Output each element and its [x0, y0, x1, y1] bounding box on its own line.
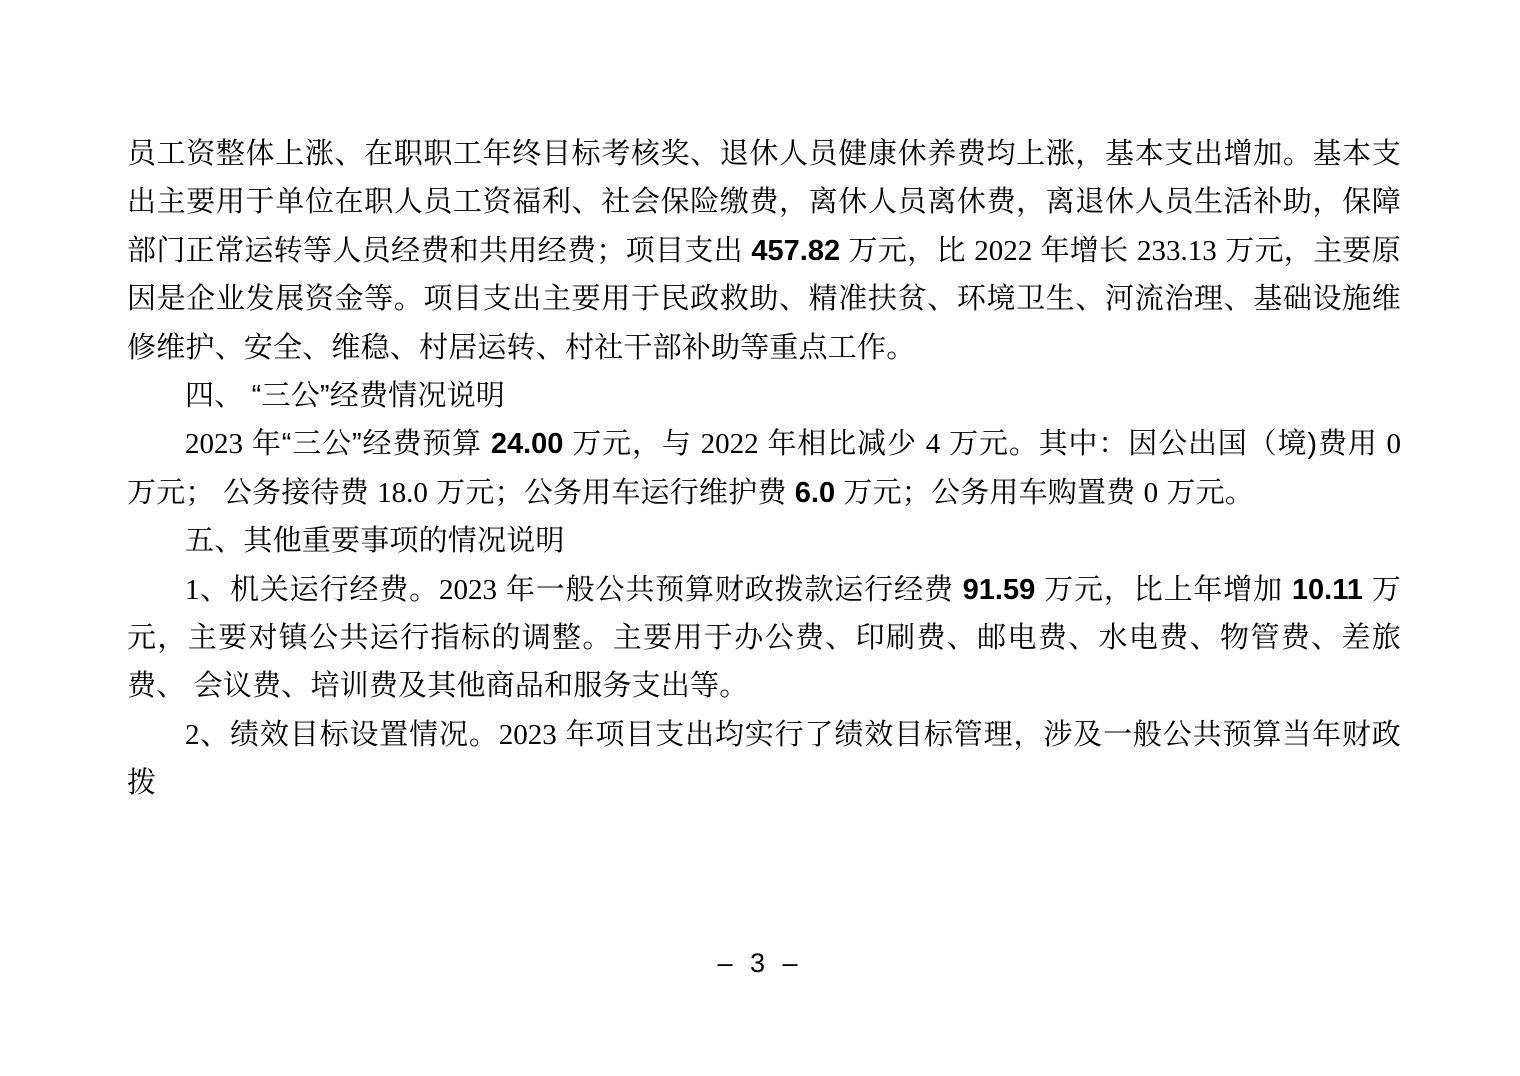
number-run: 2023 — [185, 428, 243, 461]
number-run: 1 — [185, 573, 200, 606]
text-run: 万元，与 — [563, 428, 701, 461]
text-run: 万元； 公务接待费 — [127, 476, 378, 509]
text-run: 万元，主要原因是企业发展资金等。项目支出主要用于民政救助、精准扶贫、环境卫生、河流治理、基础设施维修维护、安全、维稳、村居运转、村社干部补助等重点工作。 — [127, 234, 1401, 364]
heading-three-public-expenses — [127, 372, 1401, 420]
text-run: 万元；公务用车运行维护费 — [427, 476, 795, 509]
text-run: 万元。 — [1158, 476, 1254, 509]
text-run: 、绩效目标设置情况。 — [199, 718, 499, 751]
para-agency-operating-funds — [127, 566, 1401, 711]
text-run: 万元，比 — [840, 234, 975, 267]
number-run: 2 — [185, 718, 200, 751]
number-run: 2023 — [439, 573, 497, 606]
number-run: 2022 — [974, 234, 1033, 267]
number-run: 2023 — [498, 718, 557, 751]
number-run: 18.0 — [377, 476, 428, 509]
number-run: 0 — [1143, 476, 1159, 509]
text-run: 、机关运行经费。 — [199, 573, 439, 606]
text-run: 万元，比上年增加 — [1035, 573, 1292, 606]
text-run: 年增长 — [1032, 234, 1137, 267]
number-run: 91.59 — [962, 573, 1036, 606]
document-body — [127, 130, 1401, 808]
text-run: 年相比减少 — [758, 428, 926, 461]
number-run: 457.82 — [751, 234, 841, 267]
text-run: 万元。其中：因公出国（境)费用 — [940, 428, 1387, 461]
para-three-public-expenses — [127, 420, 1401, 517]
text-run: 四、 “三公”经费情况说明 — [185, 380, 505, 413]
page-number: – 3 – — [717, 948, 803, 978]
number-run: 4 — [925, 428, 941, 461]
text-run: 年一般公共预算财政拨款运行经费 — [497, 573, 963, 606]
number-run: 24.00 — [490, 428, 564, 461]
para-performance-targets — [127, 711, 1401, 808]
number-run: 2022 — [700, 428, 759, 461]
text-run: 万元，主要对镇公共运行指标的调整。主要用于办公费、印刷费、邮电费、水电费、物管费、差旅费、 会议费、培训费及其他商品和服务支出等。 — [127, 573, 1402, 703]
number-run: 6.0 — [794, 476, 836, 509]
text-run: 五、其他重要事项的情况说明 — [185, 525, 565, 558]
number-run: 10.11 — [1291, 573, 1363, 606]
para-basic-expenditure-continuation — [127, 130, 1401, 372]
number-run: 233.13 — [1136, 234, 1217, 267]
number-run: 0 — [1386, 428, 1401, 461]
text-run: 万元；公务用车购置费 — [835, 476, 1144, 509]
text-run: 年项目支出均实行了绩效目标管理，涉及一般公共预算当年财政拨 — [127, 718, 1401, 800]
text-run: 员工资整体上涨、在职职工年终目标考核奖、退休人员健康休养费均上涨，基本支出增加。基本支出主要用于单位在职人员工资福利、社会保险缴费，离休人员离休费，离退休人员生活补助，保障部门正常运转等人员经费和共用经费；项目支出 — [127, 138, 1401, 267]
heading-other-important-items — [127, 517, 1401, 565]
text-run: 年“三公”经费预算 — [243, 428, 491, 461]
